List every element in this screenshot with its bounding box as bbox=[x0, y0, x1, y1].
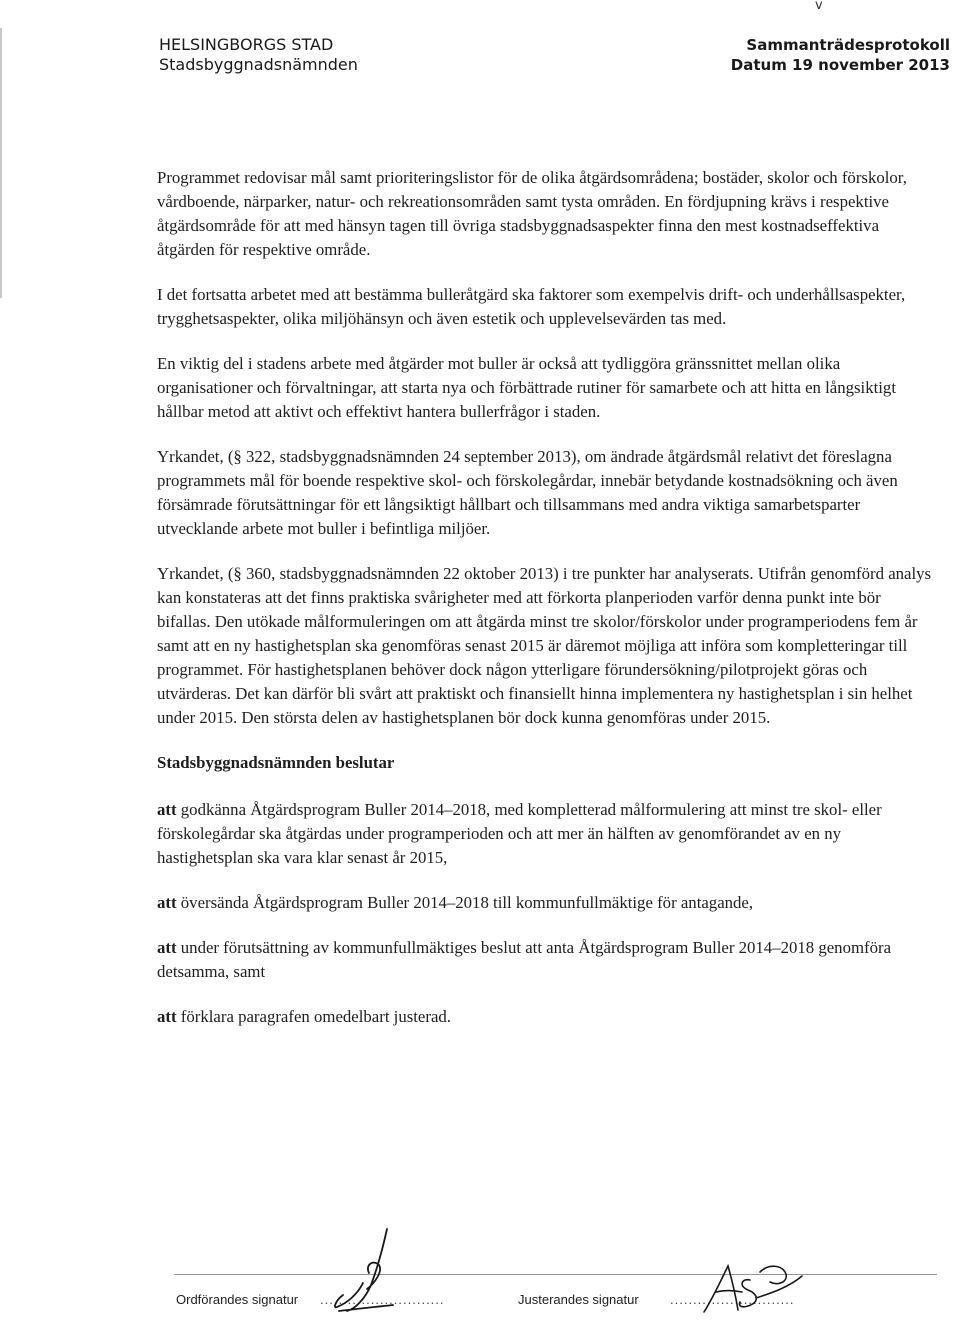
adjuster-signature-label: Justerandes signatur bbox=[518, 1292, 639, 1307]
decision-keyword: att bbox=[157, 1007, 177, 1026]
org-name: HELSINGBORGS STAD bbox=[159, 35, 334, 54]
paragraph: Yrkandet, (§ 360, stadsbyggnadsnämnden 22 oktober 2013) i tre punkter har analyserats. Utifrån genomförd analys kan konstateras att det finns praktiska svårigheter med att förkorta planperioden varför denna punkt inte bör bifallas. Den utökade målformuleringen om att åtgärda minst tre skolor/förskolor under programperiodens fem år samt att en ny hastighetsplan ska genomföras senast 2015 är däremot möjliga att införa som kompletteringar till programmet. För hastighetsplanen behöver dock någon ytterligare förundersökning/pilotprojekt göras och utvärderas. Det kan därför bli svårt att praktiskt och finansiellt hinna implementera ny hastighetsplan i sin helhet under 2015. Den största delen av hastighetsplanen bör dock kunna genomföras under 2015. bbox=[157, 564, 932, 727]
paragraph: Yrkandet, (§ 322, stadsbyggnadsnämnden 24 september 2013), om ändrade åtgärdsmål relativt det föreslagna programmets mål för boende respektive skol- och förskolegårdar, innebär betydande kostnadsökning och även försämrade förutsättningar för ett långsiktigt hållbart och tillsammans med andra viktiga samarbetsparter utvecklande arbete mot buller i befintliga miljöer. bbox=[157, 447, 898, 538]
scan-edge bbox=[0, 28, 8, 298]
chair-signature-dots: ........................... bbox=[320, 1292, 445, 1307]
decision-item bbox=[157, 1005, 932, 1029]
document-body bbox=[157, 166, 932, 1050]
adjuster-signature-scribble bbox=[698, 1258, 808, 1320]
decision-keyword: att bbox=[157, 800, 177, 819]
decision-item bbox=[157, 798, 932, 870]
paragraph: I det fortsatta arbetet med att bestämma bulleråtgärd ska faktorer som exempelvis drift- och underhållsaspekter, trygghetsaspekter, olika miljöhänsyn och även estetik och upplevelsevärden tas med. bbox=[157, 285, 906, 328]
chair-signature-label: Ordförandes signatur bbox=[176, 1292, 299, 1307]
paragraph: En viktig del i stadens arbete med åtgärder mot buller är också att tydliggöra gränssnittet mellan olika organisationer och förvaltningar, att starta nya och förbättrade rutiner för samarbete och att hitta en långsiktigt hållbar metod att aktivt och effektivt hantera bullerfrågor i staden. bbox=[157, 354, 896, 421]
header-left bbox=[159, 35, 358, 75]
decision-text: godkänna Åtgärdsprogram Buller 2014–2018, med kompletterad målformulering att minst tre skol- eller förskolegårdar ska åtgärdas under programperioden och att mer än hälften av genomförandet av en ny hastighetsplan ska vara klar senast år 2015, bbox=[157, 800, 882, 867]
decision-text: förklara paragrafen omedelbart justerad. bbox=[180, 1007, 452, 1026]
decision-item bbox=[157, 891, 932, 915]
paragraph: Programmet redovisar mål samt prioriteringslistor för de olika åtgärdsområdena; bostäder, skolor och förskolor, vårdboende, närparker, natur- och rekreationsområden samt tysta områden. En fördjupning krävs i respektive åtgärdsområde för att med hänsyn tagen till övriga stadsbyggnadsaspekter finna den mest kostnadseffektiva åtgärden för respektive område. bbox=[157, 168, 907, 259]
signature-footer bbox=[160, 1272, 940, 1308]
chair-signature-scribble bbox=[325, 1225, 415, 1317]
adjuster-signature-dots: ........................... bbox=[670, 1292, 795, 1307]
doc-type: Sammanträdesprotokoll bbox=[746, 36, 950, 54]
decision-item bbox=[157, 936, 932, 984]
decision-heading: Stadsbyggnadsnämnden beslutar bbox=[157, 753, 395, 772]
decision-keyword: att bbox=[157, 893, 177, 912]
committee-name: Stadsbyggnadsnämnden bbox=[159, 55, 358, 74]
corner-mark: v bbox=[815, 0, 823, 13]
decision-text: översända Åtgärdsprogram Buller 2014–2018 till kommunfullmäktige för antagande, bbox=[180, 893, 754, 912]
decision-text: under förutsättning av kommunfullmäktiges beslut att anta Åtgärdsprogram Buller 2014–2018 genomföra detsamma, samt bbox=[157, 938, 892, 981]
decision-keyword: att bbox=[157, 938, 177, 957]
doc-date: Datum 19 november 2013 bbox=[730, 56, 950, 74]
header-right bbox=[731, 35, 950, 75]
footer-rule bbox=[174, 1274, 937, 1275]
